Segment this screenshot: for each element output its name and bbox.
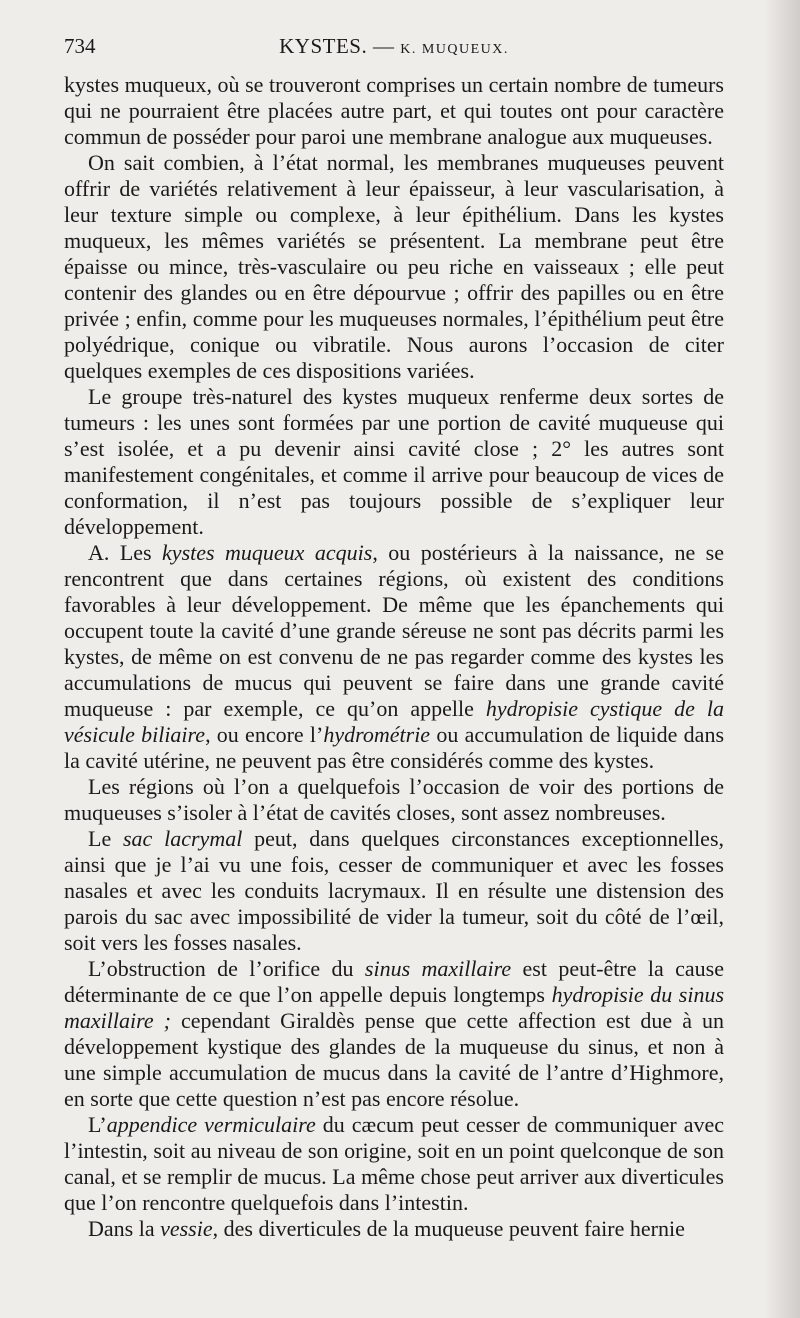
paragraph-8: [64, 1112, 724, 1216]
paragraph-4-italic-f: hydrométrie: [323, 722, 431, 747]
running-title-sub: K. MUQUEUX.: [400, 42, 509, 57]
paragraph-6-part-c: peut, dans quelques circonstances exceptionnelles, ainsi que je l’ai vu une fois, cesser de communiquer et avec les fosses nasales et avec les conduits lacrymaux. Il en résulte une distension des parois du sac avec impossibilité de vider la tumeur, soit du côté de l’œil, soit vers les fosses nasales.: [64, 826, 725, 955]
paragraph-9-italic-b: vessie: [160, 1216, 213, 1241]
paragraph-7: [64, 956, 724, 1112]
paragraph-4-part-c: , ou postérieurs à la naissance, ne se rencontrent que dans certaines régions, où existent des conditions favorables à leur développement. De même que les épanchements qui occupent toute la cavité d’une grande séreuse ne sont pas décrits parmi les kystes, de même on est convenu de ne pas regarder comme des kystes les accumulations de mucus qui peuvent se faire dans une grande cavité muqueuse : par exemple, ce qu’on appelle: [64, 540, 724, 721]
paragraph-8-italic-b: appendice vermiculaire: [106, 1112, 316, 1137]
body-text: [64, 72, 724, 1242]
paragraph-4-italic-d: hydropisie cystique de la vésicule biliaire: [64, 696, 724, 747]
paragraph-1: [64, 72, 724, 150]
paragraph-7-italic-b: sinus maxillaire: [364, 956, 512, 981]
paragraph-3-text: Le groupe très-naturel des kystes muqueux renferme deux sortes de tumeurs : les unes sont formées par une portion de cavité muqueuse qui s’est isolée, et a pu devenir ainsi cavité close ; 2° les autres sont manifestement congénitales, et comme il arrive pour beaucoup de vices de conformation, il n’est pas toujours possible de s’expliquer leur développement.: [64, 384, 724, 539]
paragraph-4-part-g: ou accumulation de liquide dans la cavité utérine, ne peuvent pas être considérés comme des kystes.: [64, 722, 725, 773]
paragraph-4-italic-b: kystes muqueux acquis: [162, 540, 373, 565]
paragraph-6-italic-b: sac lacrymal: [123, 826, 243, 851]
running-title: [64, 34, 724, 59]
page-edge-shadow: [764, 0, 800, 1318]
paragraph-1-text: kystes muqueux, où se trouveront comprises un certain nombre de tumeurs qui ne pourraient être placées autre part, et qui toutes ont pour caractère commun de posséder pour paroi une membrane analogue aux muqueuses.: [64, 72, 724, 149]
paragraph-6: [64, 826, 724, 956]
paragraph-8-part-c: du cæcum peut cesser de communiquer avec l’intestin, soit au niveau de son origine, soit en un point quelconque de son canal, et se remplir de mucus. La même chose peut arriver aux diverticules que l’on rencontre quelquefois dans l’intestin.: [64, 1112, 725, 1215]
paragraph-9-part-c: , des diverticules de la muqueuse peuvent faire hernie: [212, 1216, 685, 1241]
paragraph-9-part-a: Dans la: [88, 1216, 161, 1241]
paragraph-8-part-a: L’: [88, 1112, 107, 1137]
paragraph-2: [64, 150, 724, 384]
page-number: 734: [64, 34, 96, 58]
paragraph-2-text: On sait combien, à l’état normal, les membranes muqueuses peuvent offrir de variétés relativement à leur épaisseur, à leur vascularisation, à leur texture simple ou complexe, à leur épithélium. Dans les kystes muqueux, les mêmes variétés se présentent. La membrane peut être épaisse ou mince, très-vasculaire ou peu riche en vaisseaux ; elle peut contenir des glandes ou en être dépourvue ; offrir des papilles ou en être privée ; enfin, comme pour les muqueuses normales, l’épithélium peut être polyédrique, conique ou vibratile. Nous aurons l’occasion de citer quelques exemples de ces dispositions variées.: [64, 150, 724, 383]
paragraph-4-part-a: A. Les: [88, 540, 163, 565]
paragraph-5: [64, 774, 724, 826]
paragraph-7-italic-d: hydropisie du sinus maxillaire ;: [64, 982, 725, 1033]
paragraph-4: [64, 540, 724, 774]
paragraph-6-part-a: Le: [88, 826, 123, 851]
running-header: [64, 34, 724, 64]
paragraph-3: [64, 384, 724, 540]
paragraph-7-part-a: L’obstruction de l’orifice du: [88, 956, 365, 981]
paragraph-4-part-e: , ou encore l’: [205, 722, 324, 747]
paragraph-5-text: Les régions où l’on a quelquefois l’occasion de voir des portions de muqueuses s’isoler à l’état de cavités closes, sont assez nombreuses.: [64, 774, 724, 825]
running-title-dash: —: [367, 34, 401, 58]
paragraph-7-part-c: est peut-être la cause déterminante de ce que l’on appelle depuis longtemps: [64, 956, 725, 1007]
paragraph-7-part-e: cependant Giraldès pense que cette affection est due à un développement kystique des glandes de la muqueuse du sinus, et non à une simple accumulation de mucus dans la cavité de l’antre d’Highmore, en sorte que cette question n’est pas encore résolue.: [64, 1008, 724, 1111]
running-title-main: KYSTES.: [279, 34, 368, 58]
paragraph-9: [64, 1216, 724, 1242]
